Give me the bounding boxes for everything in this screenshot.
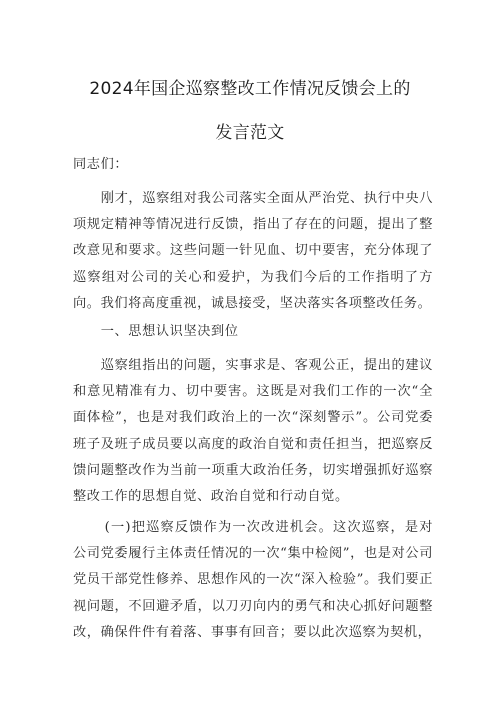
paragraph-section-1: 巡察组指出的问题，实事求是、客观公正，提出的建议和意见精准有力、切中要害。这既是对我们工作的一次“全面体检”，也是对我们政治上的一次“深刻警示”。公司党委班子及班子成员要以高度的政治自觉和责任担当，把巡察反馈问题整改作为当前一项重大政治任务，切实增强抓好巡察整改工作的思想自觉、政治自觉和行动自觉。 (73, 358, 433, 505)
document-title-line-2: 发言范文 (215, 123, 285, 143)
paragraph-intro: 刚才，巡察组对我公司落实全面从严治党、执行中央八项规定精神等情况进行反馈，指出了存在的问题，提出了整改意见和要求。这些问题一针见血、切中要害，充分体现了巡察组对公司的关心和爱护，为我们今后的工作指明了方向。我们将高度重视，诚恳接受，坚决落实各项整改任务。 (73, 191, 433, 311)
document-title-line-1: 2024年国企巡察整改工作情况反馈会上的 (89, 79, 411, 99)
salutation: 同志们： (73, 157, 129, 172)
section-heading-1: 一、思想认识坚决到位 (100, 324, 239, 339)
paragraph-subsection-1: (一)把巡察反馈作为一次改进机会。这次巡察，是对公司党委履行主体责任情况的一次“集中检阅”，也是对公司党员干部党性修养、思想作风的一次“深入检验”。我们要正视问题，不回避矛盾，以刀刃向内的勇气和决心抓好问题整改，确保件件有着落、事事有回音；要以此次巡察为契机， (73, 520, 433, 640)
